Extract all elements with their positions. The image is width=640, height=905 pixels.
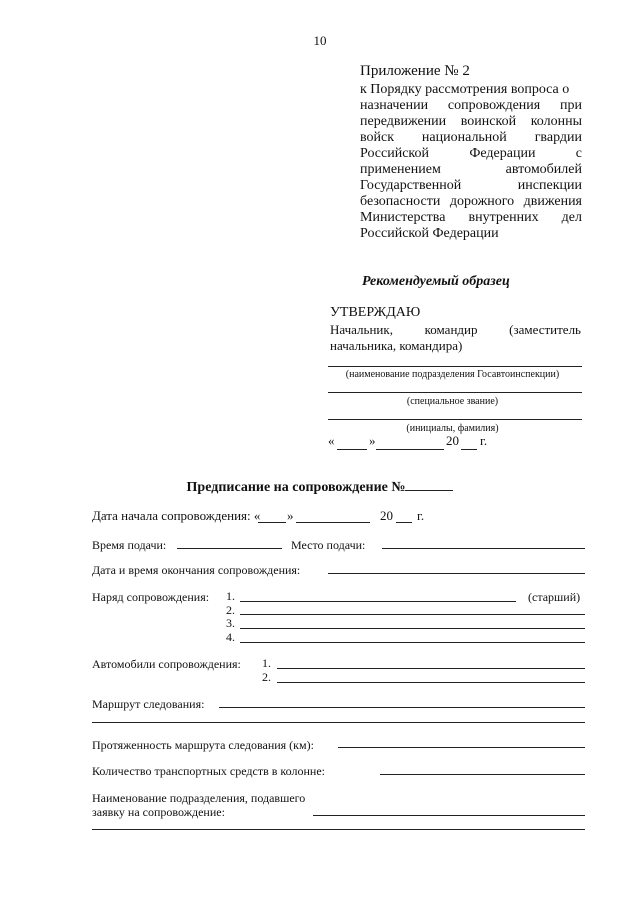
- arrival-time-label: Время подачи:: [92, 538, 167, 552]
- escort-field-4[interactable]: [240, 642, 585, 643]
- end-datetime-label: Дата и время окончания сопровождения:: [92, 563, 301, 577]
- form-title-text: Предписание на сопровождение №: [186, 480, 406, 495]
- car-field-1[interactable]: [277, 668, 585, 669]
- escort-number: 4.: [226, 630, 235, 644]
- appendix-line: к Порядку рассмотрения вопроса о: [360, 82, 570, 97]
- route-length-field[interactable]: [338, 747, 585, 748]
- appendix-line: передвижении воинской колонны: [360, 114, 582, 129]
- approval-position-line: начальника, командира): [330, 338, 463, 353]
- appendix-title: Приложение № 2: [360, 63, 470, 79]
- escort-number: 2.: [226, 603, 235, 617]
- page-number: 10: [313, 33, 327, 48]
- car-field-2[interactable]: [277, 682, 585, 683]
- approval-date-year: 20: [446, 433, 459, 448]
- route-field-1[interactable]: [219, 707, 585, 708]
- senior-label: (старший): [528, 590, 581, 604]
- start-date-year-line[interactable]: [396, 522, 412, 523]
- escort-cars-label: Автомобили сопровождения:: [92, 657, 241, 671]
- approval-date-day-line[interactable]: [337, 449, 367, 450]
- escort-field-2[interactable]: [240, 614, 585, 615]
- unit-name-label: заявку на сопровождение:: [92, 805, 225, 819]
- approval-position-line: Начальник, командир (заместитель: [330, 322, 581, 337]
- start-date-label: Дата начала сопровождения: «: [92, 508, 261, 523]
- unit-name-field-2[interactable]: [92, 829, 585, 830]
- appendix-line: Российской Федерации с: [360, 146, 582, 161]
- form-number-line[interactable]: [405, 478, 453, 491]
- arrival-time-field[interactable]: [177, 548, 282, 549]
- start-date-suffix: г.: [417, 508, 425, 523]
- appendix-line: применением автомобилей: [360, 162, 582, 177]
- approval-date-suffix: г.: [480, 433, 488, 448]
- signature-line-name[interactable]: [328, 419, 582, 420]
- appendix-line: Государственной инспекции: [360, 178, 582, 193]
- unit-name-field-1[interactable]: [313, 815, 585, 816]
- escort-squad-label: Наряд сопровождения:: [92, 590, 210, 604]
- arrival-place-label: Место подачи:: [291, 538, 366, 552]
- caption-name: (инициалы, фамилия): [406, 423, 499, 434]
- approval-date-close-quote: »: [369, 433, 376, 448]
- appendix-line: безопасности дорожного движения: [360, 194, 582, 209]
- start-date-month-line[interactable]: [296, 522, 370, 523]
- form-title: [0, 478, 640, 496]
- start-date-day-line[interactable]: [258, 522, 286, 523]
- escort-number: 1.: [226, 589, 235, 603]
- escort-number: 3.: [226, 616, 235, 630]
- car-number: 1.: [262, 656, 271, 670]
- signature-line-rank[interactable]: [328, 392, 582, 393]
- route-length-label: Протяженность маршрута следования (км):: [92, 738, 314, 752]
- start-date-close-quote: »: [287, 508, 294, 523]
- unit-name-label: Наименование подразделения, подавшего: [92, 791, 306, 805]
- appendix-line: назначении сопровождения при: [360, 98, 582, 113]
- route-field-2[interactable]: [92, 722, 585, 723]
- appendix-line: войск национальной гвардии: [360, 130, 582, 145]
- approval-date-month-line[interactable]: [376, 449, 444, 450]
- escort-field-3[interactable]: [240, 628, 585, 629]
- vehicle-count-label: Количество транспортных средств в колонне:: [92, 764, 325, 778]
- arrival-place-field[interactable]: [382, 548, 585, 549]
- end-datetime-field[interactable]: [328, 573, 585, 574]
- appendix-line: Министерства внутренних дел: [360, 210, 582, 225]
- signature-line-unit[interactable]: [328, 366, 582, 367]
- approval-heading: УТВЕРЖДАЮ: [330, 305, 421, 320]
- escort-field-1[interactable]: [240, 601, 516, 602]
- sample-label: Рекомендуемый образец: [362, 274, 510, 289]
- approval-date-year-line[interactable]: [461, 449, 477, 450]
- caption-rank: (специальное звание): [406, 396, 499, 407]
- start-date-year: 20: [380, 508, 393, 523]
- vehicle-count-field[interactable]: [380, 774, 585, 775]
- route-label: Маршрут следования:: [92, 697, 205, 711]
- car-number: 2.: [262, 670, 271, 684]
- approval-date-open-quote: «: [328, 433, 335, 448]
- appendix-line: Российской Федерации: [360, 226, 499, 241]
- caption-unit: (наименование подразделения Госавтоинспекции): [345, 369, 560, 380]
